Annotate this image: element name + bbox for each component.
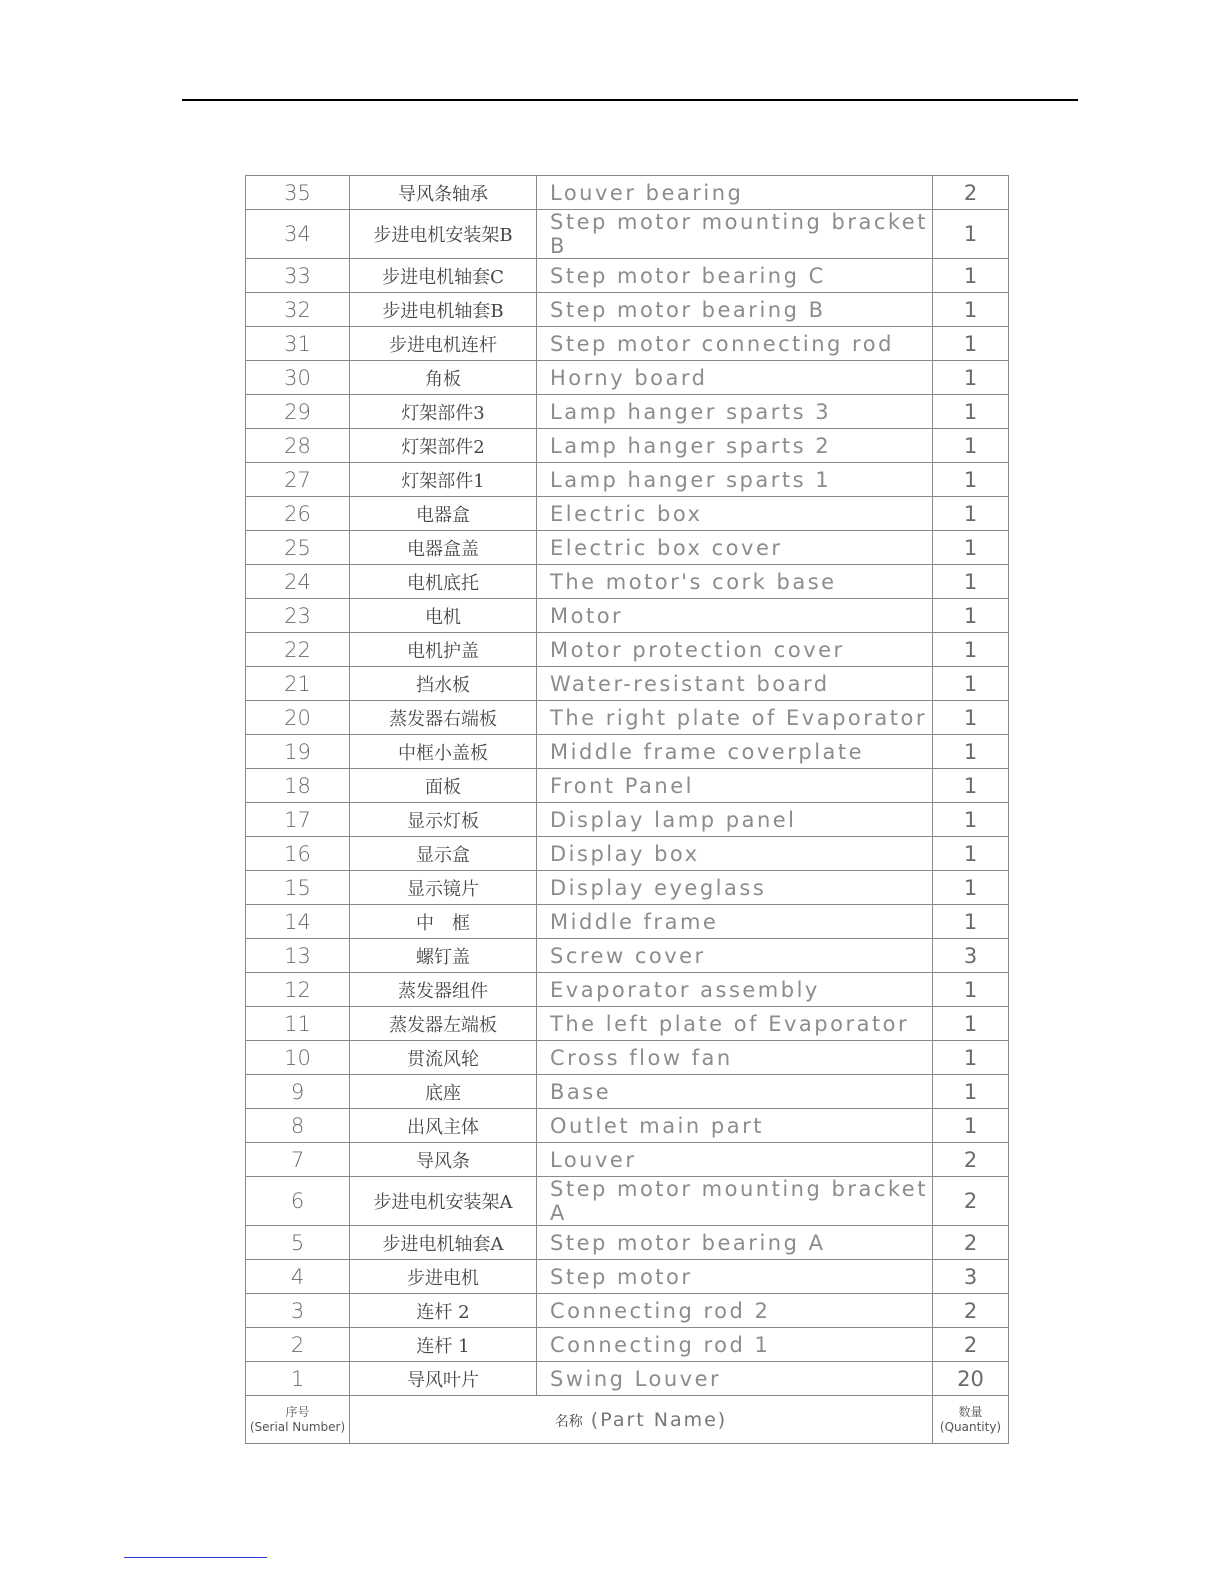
serial-header-cn: 序号 [285,1404,310,1419]
table-row [246,531,1009,565]
part-name-header-en: (Part Name) [590,1408,728,1431]
cn-name-cell: 步进电机安装架A [350,1177,537,1226]
table-row [246,939,1009,973]
en-name-cell: Louver bearing [537,176,933,210]
serial-cell: 19 [246,735,350,769]
serial-cell: 10 [246,1041,350,1075]
cn-name-cell: 步进电机轴套C [350,259,537,293]
en-name-cell: Display box [537,837,933,871]
table-row [246,1007,1009,1041]
en-name-cell: Step motor [537,1260,933,1294]
quantity-cell: 1 [933,429,1009,463]
en-name-cell: Connecting rod 2 [537,1294,933,1328]
table-row [246,429,1009,463]
quantity-cell: 3 [933,939,1009,973]
quantity-cell: 1 [933,633,1009,667]
quantity-cell: 3 [933,1260,1009,1294]
table-row [246,361,1009,395]
en-name-cell: Middle frame coverplate [537,735,933,769]
en-name-cell: Middle frame [537,905,933,939]
quantity-cell: 2 [933,1294,1009,1328]
table-row [246,871,1009,905]
en-name-cell: Outlet main part [537,1109,933,1143]
serial-cell: 1 [246,1362,350,1396]
quantity-cell: 1 [933,735,1009,769]
en-name-cell: Cross flow fan [537,1041,933,1075]
serial-cell: 20 [246,701,350,735]
parts-list-table [245,175,1009,1444]
table-row [246,735,1009,769]
serial-cell: 9 [246,1075,350,1109]
serial-cell: 17 [246,803,350,837]
quantity-cell: 2 [933,1177,1009,1226]
cn-name-cell: 显示盒 [350,837,537,871]
en-name-cell: Step motor connecting rod [537,327,933,361]
table-row [246,176,1009,210]
quantity-header-en: (Quantity) [939,1419,1002,1434]
serial-cell: 7 [246,1143,350,1177]
quantity-cell: 20 [933,1362,1009,1396]
en-name-cell: Screw cover [537,939,933,973]
cn-name-cell: 步进电机 [350,1260,537,1294]
table-row [246,1041,1009,1075]
quantity-cell: 1 [933,1075,1009,1109]
en-name-cell: Lamp hanger sparts 3 [537,395,933,429]
cn-name-cell: 蒸发器左端板 [350,1007,537,1041]
table-row [246,293,1009,327]
cn-name-cell: 步进电机轴套A [350,1226,537,1260]
cn-name-cell: 导风条轴承 [350,176,537,210]
en-name-cell: Display lamp panel [537,803,933,837]
serial-cell: 31 [246,327,350,361]
cn-name-cell: 步进电机连杆 [350,327,537,361]
quantity-cell: 1 [933,327,1009,361]
table-row [246,1109,1009,1143]
table-row [246,1143,1009,1177]
footer-link-underline [124,1557,267,1558]
serial-header-en: (Serial Number) [249,1419,346,1434]
table-row [246,1260,1009,1294]
en-name-cell: Motor [537,599,933,633]
cn-name-cell: 连杆 1 [350,1328,537,1362]
quantity-cell: 1 [933,210,1009,259]
en-name-cell: Front Panel [537,769,933,803]
en-name-cell: Connecting rod 1 [537,1328,933,1362]
quantity-cell: 1 [933,871,1009,905]
quantity-cell: 1 [933,1109,1009,1143]
cn-name-cell: 中框小盖板 [350,735,537,769]
en-name-cell: Step motor bearing A [537,1226,933,1260]
serial-cell: 8 [246,1109,350,1143]
cn-name-cell: 灯架部件3 [350,395,537,429]
quantity-cell: 1 [933,293,1009,327]
quantity-cell: 1 [933,667,1009,701]
cn-name-cell: 蒸发器组件 [350,973,537,1007]
serial-cell: 6 [246,1177,350,1226]
serial-cell: 34 [246,210,350,259]
en-name-cell: Step motor bearing B [537,293,933,327]
serial-cell: 3 [246,1294,350,1328]
quantity-cell: 1 [933,769,1009,803]
quantity-cell: 1 [933,701,1009,735]
cn-name-cell: 面板 [350,769,537,803]
table-row [246,1075,1009,1109]
cn-name-cell: 电器盒 [350,497,537,531]
serial-cell: 4 [246,1260,350,1294]
cn-name-cell: 中 框 [350,905,537,939]
serial-cell: 25 [246,531,350,565]
cn-name-cell: 步进电机安装架B [350,210,537,259]
serial-cell: 13 [246,939,350,973]
table-row [246,973,1009,1007]
table-row [246,1328,1009,1362]
cn-name-cell: 出风主体 [350,1109,537,1143]
cn-name-cell: 步进电机轴套B [350,293,537,327]
cn-name-cell: 底座 [350,1075,537,1109]
table-row [246,497,1009,531]
header-rule [182,99,1078,101]
quantity-cell: 2 [933,176,1009,210]
en-name-cell: Display eyeglass [537,871,933,905]
quantity-cell: 1 [933,1007,1009,1041]
en-name-cell: The right plate of Evaporator [537,701,933,735]
table-row [246,1294,1009,1328]
table-row [246,463,1009,497]
serial-cell: 12 [246,973,350,1007]
table-row [246,327,1009,361]
serial-cell: 33 [246,259,350,293]
cn-name-cell: 电机底托 [350,565,537,599]
quantity-cell: 1 [933,837,1009,871]
en-name-cell: Motor protection cover [537,633,933,667]
serial-cell: 14 [246,905,350,939]
table-row [246,1226,1009,1260]
quantity-cell: 1 [933,361,1009,395]
en-name-cell: Step motor mounting bracket B [537,210,933,259]
en-name-cell: The motor's cork base [537,565,933,599]
table-row [246,599,1009,633]
en-name-cell: Horny board [537,361,933,395]
quantity-header-cell [933,1396,1009,1444]
quantity-cell: 1 [933,973,1009,1007]
serial-cell: 2 [246,1328,350,1362]
cn-name-cell: 挡水板 [350,667,537,701]
table-row [246,701,1009,735]
cn-name-cell: 电机护盖 [350,633,537,667]
quantity-cell: 1 [933,531,1009,565]
part-name-header-cn: 名称 [554,1413,583,1430]
cn-name-cell: 灯架部件2 [350,429,537,463]
cn-name-cell: 灯架部件1 [350,463,537,497]
quantity-cell: 1 [933,599,1009,633]
cn-name-cell: 显示镜片 [350,871,537,905]
serial-cell: 26 [246,497,350,531]
table-row [246,395,1009,429]
part-name-header-cell [350,1396,933,1444]
cn-name-cell: 角板 [350,361,537,395]
quantity-cell: 1 [933,803,1009,837]
serial-cell: 27 [246,463,350,497]
serial-cell: 16 [246,837,350,871]
serial-cell: 23 [246,599,350,633]
serial-cell: 22 [246,633,350,667]
quantity-cell: 2 [933,1328,1009,1362]
quantity-header-cn: 数量 [958,1404,983,1419]
en-name-cell: Step motor mounting bracket A [537,1177,933,1226]
table-row [246,210,1009,259]
en-name-cell: Swing Louver [537,1362,933,1396]
serial-cell: 32 [246,293,350,327]
quantity-cell: 1 [933,905,1009,939]
serial-cell: 21 [246,667,350,701]
en-name-cell: Base [537,1075,933,1109]
quantity-cell: 1 [933,565,1009,599]
parts-rows [246,176,1009,1396]
serial-cell: 15 [246,871,350,905]
cn-name-cell: 显示灯板 [350,803,537,837]
column-header-row [246,1396,1009,1444]
en-name-cell: Lamp hanger sparts 2 [537,429,933,463]
cn-name-cell: 螺钉盖 [350,939,537,973]
serial-cell: 5 [246,1226,350,1260]
en-name-cell: Electric box [537,497,933,531]
cn-name-cell: 连杆 2 [350,1294,537,1328]
table-row [246,1362,1009,1396]
table-row [246,633,1009,667]
en-name-cell: Step motor bearing C [537,259,933,293]
table-row [246,565,1009,599]
serial-cell: 35 [246,176,350,210]
serial-cell: 30 [246,361,350,395]
table-row [246,1177,1009,1226]
en-name-cell: Lamp hanger sparts 1 [537,463,933,497]
quantity-cell: 2 [933,1226,1009,1260]
table-row [246,259,1009,293]
quantity-cell: 1 [933,1041,1009,1075]
table-row [246,769,1009,803]
quantity-cell: 1 [933,395,1009,429]
en-name-cell: Water-resistant board [537,667,933,701]
serial-cell: 24 [246,565,350,599]
quantity-cell: 1 [933,497,1009,531]
quantity-cell: 2 [933,1143,1009,1177]
cn-name-cell: 电器盒盖 [350,531,537,565]
en-name-cell: Louver [537,1143,933,1177]
table-row [246,837,1009,871]
table-row [246,667,1009,701]
quantity-cell: 1 [933,259,1009,293]
en-name-cell: Evaporator assembly [537,973,933,1007]
serial-cell: 29 [246,395,350,429]
cn-name-cell: 电机 [350,599,537,633]
en-name-cell: Electric box cover [537,531,933,565]
serial-cell: 18 [246,769,350,803]
serial-cell: 11 [246,1007,350,1041]
table-row [246,803,1009,837]
serial-cell: 28 [246,429,350,463]
cn-name-cell: 蒸发器右端板 [350,701,537,735]
cn-name-cell: 贯流风轮 [350,1041,537,1075]
serial-header-cell [246,1396,350,1444]
cn-name-cell: 导风条 [350,1143,537,1177]
cn-name-cell: 导风叶片 [350,1362,537,1396]
en-name-cell: The left plate of Evaporator [537,1007,933,1041]
quantity-cell: 1 [933,463,1009,497]
table-row [246,905,1009,939]
